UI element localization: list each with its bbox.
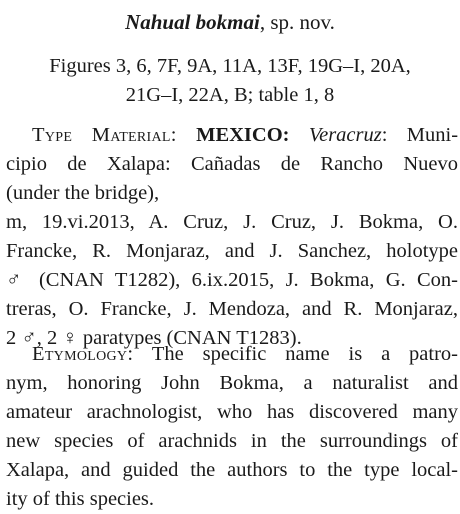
species-name: Nahual bokmai — [125, 10, 260, 34]
type-material-line-4: m, 19.vi.2013, A. Cruz, J. Cruz, J. Bokma, O. — [6, 211, 458, 233]
species-status: , sp. nov. — [259, 10, 335, 34]
type-material-line-3: (under the bridge), — [6, 182, 160, 204]
etymology-label: Etymology: — [32, 343, 134, 365]
etymology-line-4: new species of arachnids in the surroundings of — [6, 430, 458, 452]
type-material-paragraph — [6, 121, 458, 353]
etymology-paragraph — [6, 340, 458, 514]
etymology-line-3: amateur arachnologist, who has discovered many — [6, 401, 458, 423]
type-material-line-1 — [6, 121, 458, 150]
type-material-label: Type Material: — [32, 124, 177, 146]
country-label: MEXICO: — [196, 124, 290, 146]
etymology-line-6: ity of this species. — [6, 488, 155, 510]
type-material-line-2: cipio de Xalapa: Cañadas de Rancho Nuevo — [6, 153, 458, 175]
type-material-line-6: ♂ (CNAN T1282), 6.ix.2015, J. Bokma, G. Con- — [6, 269, 458, 291]
type-material-line-1-rest: : Muni- — [381, 124, 459, 146]
figure-references — [6, 52, 454, 110]
etymology-line-5: Xalapa, and guided the authors to the type local- — [6, 459, 458, 481]
type-material-line-7: treras, O. Francke, J. Mendoza, and R. Monjaraz, — [6, 298, 458, 320]
etymology-line-1-rest: The specific name is a patro- — [133, 343, 458, 365]
figure-references-line-2: 21G–I, 22A, B; table 1, 8 — [125, 84, 335, 106]
state-name: Veracruz — [308, 124, 382, 146]
type-material-line-8: 2 ♂, 2 ♀ paratypes (CNAN T1283). — [6, 327, 302, 349]
type-material-line-5: Francke, R. Monjaraz, and J. Sanchez, holotype — [6, 240, 458, 262]
figure-references-line-1: Figures 3, 6, 7F, 9A, 11A, 13F, 19G–I, 20A, — [49, 55, 411, 77]
etymology-line-1 — [6, 340, 458, 369]
species-heading — [0, 8, 460, 36]
etymology-line-2: nym, honoring John Bokma, a naturalist and — [6, 372, 458, 394]
